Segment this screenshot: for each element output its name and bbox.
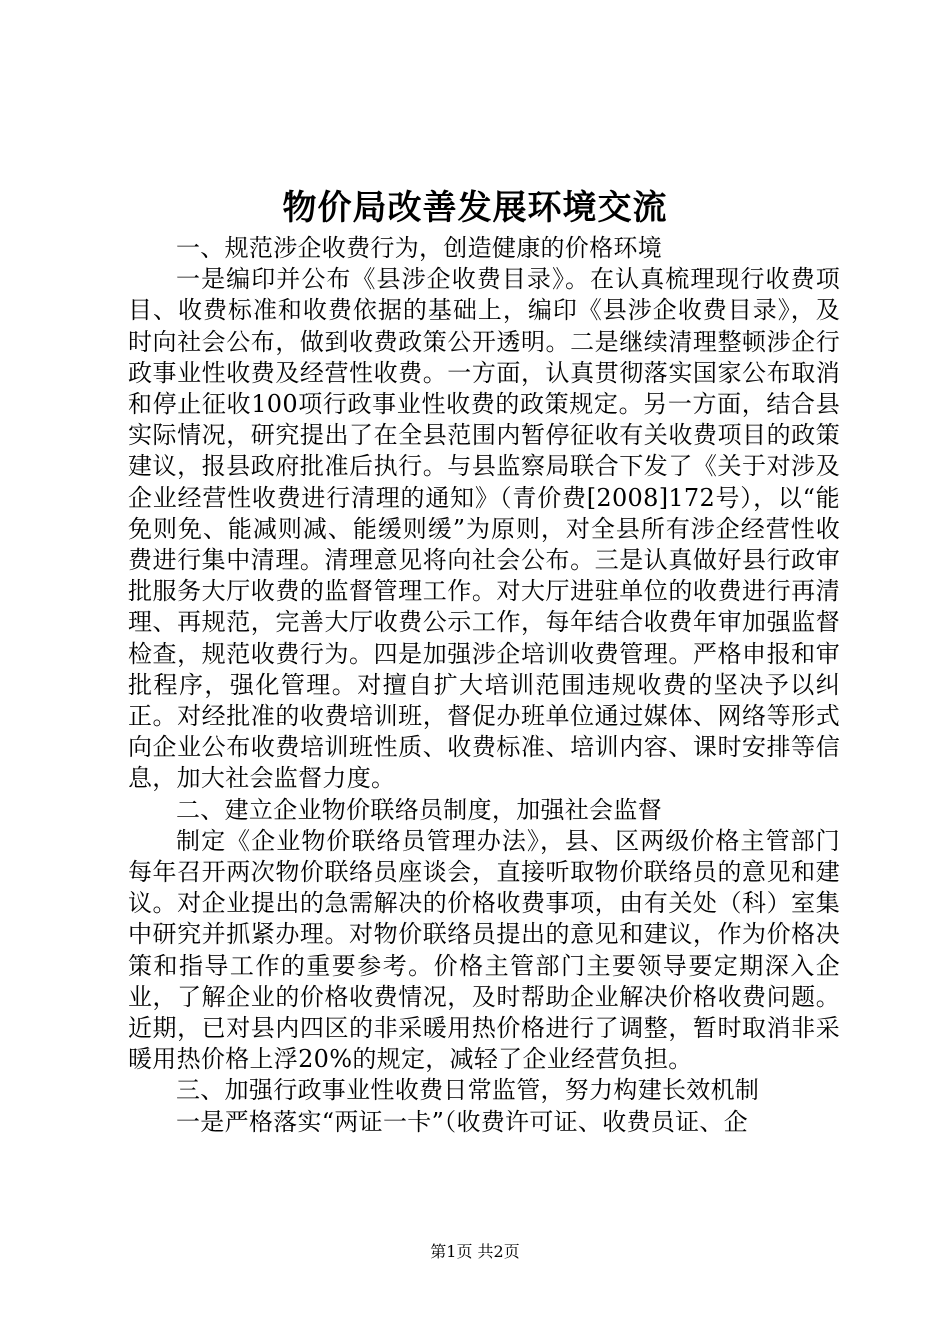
page-number-footer: 第1页 共2页 — [430, 1242, 520, 1261]
paragraph-2: 制定《企业物价联络员管理办法》，县、区两级价格主管部门每年召开两次物价联络员座谈会，直接听取物价联络员的意见和建议。对企业提出的急需解决的价格收费事项，由有关处（科）室集中研究并抓紧办理。对物价联络员提出的意见和建议，作为价格决策和指导工作的重要参考。价格主管部门主要领导要定期深入企业，了解企业的价格收费情况，及时帮助企业解决价格收费问题。近期，已对县内四区的非采暖用热价格进行了调整，暂时取消非采暖用热价格上浮20%的规定，减轻了企业经营负担。 — [128, 826, 840, 1074]
document-body — [128, 233, 840, 1138]
document-title: 物价局改善发展环境交流 — [282, 188, 668, 228]
section-heading-3: 三、加强行政事业性收费日常监管，努力构建长效机制 — [176, 1076, 760, 1105]
section-heading-2: 二、建立企业物价联络员制度，加强社会监督 — [176, 795, 662, 824]
paragraph-1: 一是编印并公布《县涉企收费目录》。在认真梳理现行收费项目、收费标准和收费依据的基础上，编印《县涉企收费目录》，及时向社会公布，做到收费政策公开透明。二是继续清理整顿涉企行政事业性收费及经营性收费。一方面，认真贯彻落实国家公布取消和停止征收100项行政事业性收费的政策规定。另一方面，结合县实际情况，研究提出了在全县范围内暂停征收有关收费项目的政策建议，报县政府批准后执行。与县监察局联合下发了《关于对涉及企业经营性收费进行清理的通知》（青价费[2008]172号），以“能免则免、能减则减、能缓则缓”为原则，对全县所有涉企经营性收费进行集中清理。清理意见将向社会公布。三是认真做好县行政审批服务大厅收费的监督管理工作。对大厅进驻单位的收费进行再清理、再规范，完善大厅收费公示工作，每年结合收费年审加强监督检查，规范收费行为。四是加强涉企培训收费管理。严格申报和审批程序，强化管理。对擅自扩大培训范围违规收费的坚决予以纠正。对经批准的收费培训班，督促办班单位通过媒体、网络等形式向企业公布收费培训班性质、收费标准、培训内容、课时安排等信息，加大社会监督力度。 — [128, 265, 840, 793]
paragraph-3: 一是严格落实“两证一卡”（收费许可证、收费员证、企 — [176, 1107, 749, 1136]
section-heading-1: 一、规范涉企收费行为，创造健康的价格环境 — [176, 234, 662, 262]
